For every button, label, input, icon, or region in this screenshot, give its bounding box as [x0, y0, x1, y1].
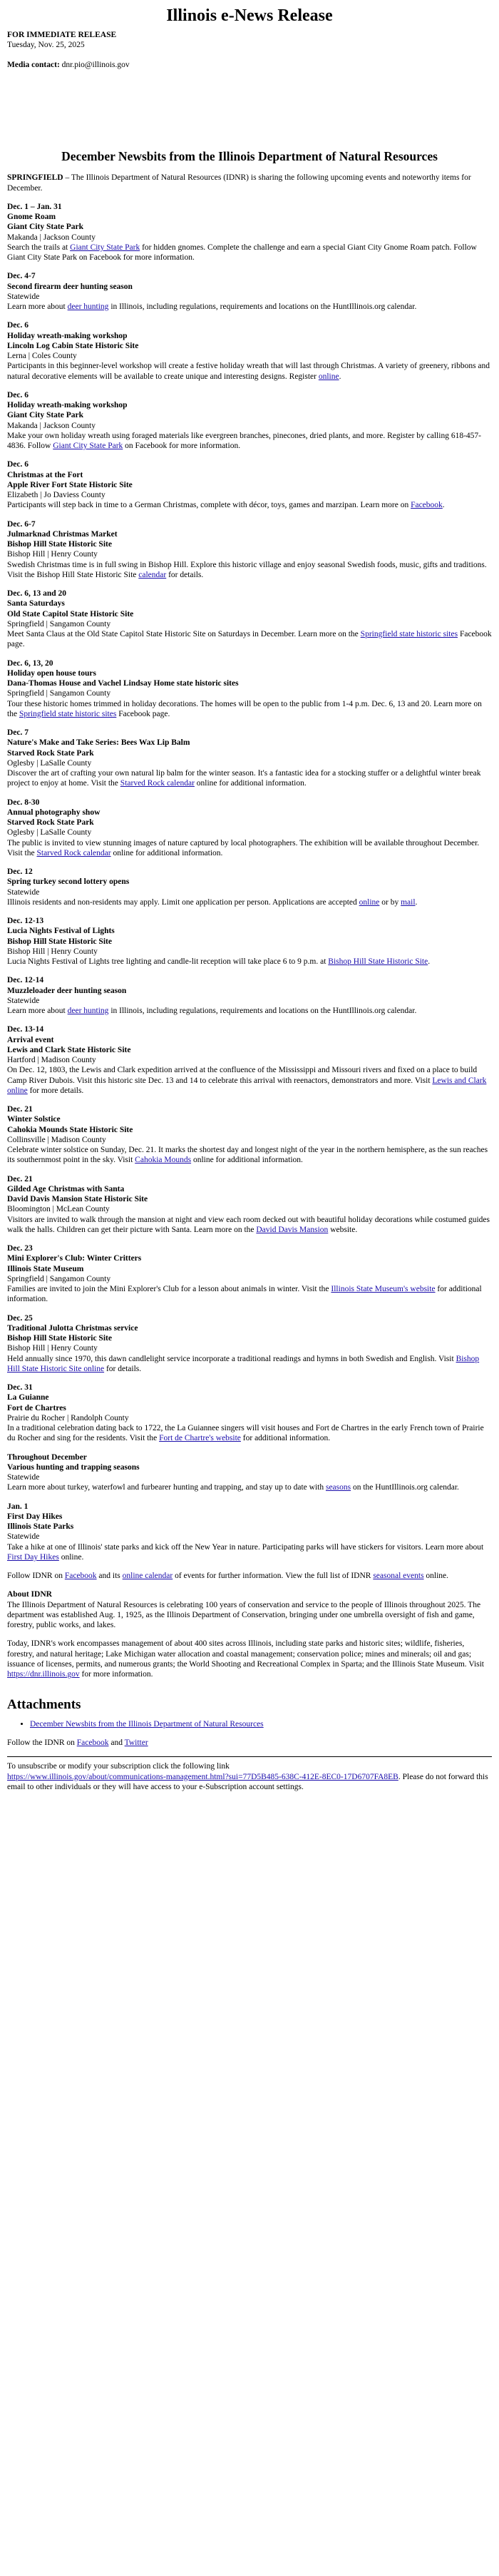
event-item — [7, 1024, 492, 1096]
event-title: Traditional Julotta Christmas service — [7, 1323, 138, 1333]
event-title: Mini Explorer's Club: Winter Critters — [7, 1254, 142, 1263]
release-label: FOR IMMEDIATE RELEASE — [7, 30, 117, 39]
event-dates: Dec. 21 — [7, 1174, 33, 1183]
event-description — [7, 957, 430, 966]
event-site: Illinois State Parks — [7, 1522, 74, 1532]
text-segment: On Dec. 12, 1803, the Lewis and Clark expedition arrived at the confluence of the Mississippi and Missouri rivers and fixed on a place to build Camp River Dubois. Visit this historic site Dec. 13 and 14 to celebrate this arrival with reenactors, demonstrators and more. Visit — [7, 1066, 478, 1085]
event-description — [7, 1285, 482, 1303]
event-item — [7, 1174, 492, 1236]
text-segment: Celebrate winter solstice on Sunday, Dec. 21. It marks the shortest day and longest night of the year in the northern hemisphere, as the sun reaches its southernmost point in the sky. Visit — [7, 1146, 488, 1165]
text-segment: . — [442, 501, 445, 510]
text-segment: Tour these historic homes trimmed in holiday decorations. The homes will be open to the public from 1-4 p.m. Dec. 6, 13 and 20. Learn more on the — [7, 699, 482, 718]
event-dates: Dec. 4-7 — [7, 272, 36, 281]
event-site: Lincoln Log Cabin State Historic Site — [7, 341, 139, 350]
text-segment: Make your own holiday wreath using foraged materials like evergreen branches, pinecones, dried plants, and more. Register by calling 618-457-4836. Follow — [7, 431, 481, 451]
event-item — [7, 271, 492, 312]
intro-text: – The Illinois Department of Natural Resources (IDNR) is sharing the following upcoming events and noteworthy items for December. — [7, 173, 471, 193]
event-site: Bishop Hill State Historic Site — [7, 1334, 112, 1343]
event-description — [7, 362, 490, 380]
text-segment: Held annually since 1970, this dawn candlelight service incorporate a traditional readings and hymns in both Swedish and English. Visit — [7, 1354, 456, 1363]
event-link[interactable]: Bishop Hill State Historic Site online — [7, 1354, 480, 1373]
event-link[interactable]: Illinois State Museum's website — [331, 1285, 436, 1294]
event-location: Bishop Hill | Henry County — [7, 550, 98, 559]
text-segment: Follow the IDNR on — [7, 1738, 77, 1748]
text-segment: Visitors are invited to walk through the mansion at night and view each room decked out with beautiful holiday decorations while costumed guides walk the halls. Children can get their picture with Santa. Learn more on the — [7, 1215, 490, 1234]
event-location: Prairie du Rocher | Randolph County — [7, 1413, 129, 1422]
event-title: Muzzleloader deer hunting season — [7, 986, 127, 995]
event-item — [7, 798, 492, 859]
event-site: Lewis and Clark State Historic Site — [7, 1045, 131, 1054]
event-link[interactable]: calendar — [138, 570, 167, 579]
event-location: Statewide — [7, 1532, 40, 1542]
event-location: Statewide — [7, 887, 40, 897]
event-location: Makanda | Jackson County — [7, 233, 96, 242]
text-segment: and its — [96, 1572, 123, 1581]
attachments-list — [7, 1719, 492, 1729]
event-item — [7, 589, 492, 650]
event-site: Dana-Thomas House and Vachel Lindsay Home state historic sites — [7, 679, 239, 688]
event-location: Springfield | Sangamon County — [7, 689, 111, 698]
event-item — [7, 202, 492, 263]
event-location: Oglesby | LaSalle County — [7, 758, 92, 768]
event-description — [7, 1216, 490, 1234]
text-segment: Participants in this beginner-level workshop will create a festive holiday wreath that will last through Christmas. A variety of greenery, ribbons and natural decorative elements will be available to create unique and interesting designs. Register — [7, 362, 490, 381]
event-dates: Dec. 23 — [7, 1244, 33, 1253]
event-location: Statewide — [7, 1473, 40, 1482]
event-link[interactable]: seasons — [325, 1483, 351, 1492]
text-segment: . — [415, 897, 418, 907]
event-dates: Dec. 31 — [7, 1383, 33, 1393]
event-dates: Dec. 6, 13 and 20 — [7, 589, 67, 599]
text-segment: online. — [423, 1572, 449, 1581]
event-description — [7, 432, 481, 450]
event-item — [7, 728, 492, 789]
event-link[interactable]: deer hunting — [67, 302, 109, 312]
text-segment: Search the trails at — [7, 243, 71, 252]
text-segment: Swedish Christmas time is in full swing in Bishop Hill. Explore this historic village and enjoy seasonal Swedish foods, music, gifts and traditions. Visit the Bishop Hill State Historic Site — [7, 560, 487, 579]
about-heading: About IDNR — [7, 1590, 52, 1599]
social-link[interactable]: Facebook — [76, 1738, 109, 1748]
event-link[interactable]: David Davis Mansion — [256, 1225, 329, 1234]
event-title: First Day Hikes — [7, 1512, 63, 1521]
website-link[interactable]: https://dnr.illinois.gov — [7, 1670, 80, 1679]
media-contact — [7, 60, 492, 70]
text-segment: Learn more about — [7, 302, 68, 312]
social-paragraph — [7, 1738, 492, 1748]
unsubscribe-footer — [7, 1761, 492, 1792]
event-item — [7, 1104, 492, 1166]
text-segment: Discover the art of crafting your own natural lip balm for the winter season. It's a fantastic idea for a stocking stuffer or a delightful winter break project to enjoy at home. Visit the — [7, 769, 481, 788]
about-paragraph-2 — [7, 1639, 492, 1679]
event-description — [7, 700, 482, 718]
attachment-item — [30, 1719, 492, 1729]
text-segment: . — [339, 372, 341, 381]
event-location: Hartford | Madison County — [7, 1056, 96, 1065]
text-segment: Follow IDNR on — [7, 1572, 65, 1581]
event-location: Bishop Hill | Henry County — [7, 947, 98, 956]
event-link[interactable]: Cahokia Mounds — [135, 1156, 192, 1165]
event-title: Holiday wreath-making workshop — [7, 401, 128, 410]
event-location: Springfield | Sangamon County — [7, 1274, 111, 1283]
event-site: Cahokia Mounds State Historic Site — [7, 1125, 133, 1134]
event-item — [7, 1313, 492, 1375]
event-link[interactable]: Giant City State Park — [53, 442, 123, 451]
text-segment: on Facebook for more information. — [123, 442, 241, 451]
event-item — [7, 975, 492, 1016]
event-location: Springfield | Sangamon County — [7, 619, 111, 628]
event-site: Fort de Chartres — [7, 1403, 66, 1412]
text-segment: Participants will step back in time to a German Christmas, complete with décor, toys, games and marzipan. Learn more on — [7, 501, 411, 510]
event-dates: Dec. 12 — [7, 867, 33, 877]
release-page — [0, 6, 499, 1792]
release-date: Tuesday, Nov. 25, 2025 — [7, 41, 85, 49]
event-item — [7, 1243, 492, 1305]
text-segment: for more information. — [79, 1670, 153, 1679]
event-title: Holiday open house tours — [7, 668, 96, 678]
event-title: Winter Solstice — [7, 1115, 61, 1124]
attachment-link[interactable]: December Newsbits from the Illinois Department of Natural Resources — [30, 1719, 264, 1729]
event-description — [7, 839, 479, 857]
event-site: Starved Rock State Park — [7, 818, 94, 828]
media-contact-label: Media contact: — [7, 61, 60, 70]
event-location: Collinsville | Madison County — [7, 1135, 106, 1144]
event-description — [7, 243, 477, 262]
event-link[interactable]: Springfield state historic sites — [360, 630, 458, 639]
text-segment: online for additional information. — [110, 848, 223, 857]
event-item — [7, 658, 492, 720]
text-segment: Illinois residents and non-residents may apply. Limit one application per person. Applications are accepted — [7, 897, 359, 907]
event-site: Apple River Fort State Historic Site — [7, 480, 133, 489]
event-item — [7, 1452, 492, 1493]
event-item — [7, 1502, 492, 1563]
text-segment: . — [428, 957, 431, 967]
event-dates: Dec. 12-14 — [7, 976, 44, 985]
event-site: David Davis Mansion State Historic Site — [7, 1195, 148, 1204]
follow-link[interactable]: online calendar — [122, 1572, 173, 1581]
text-segment: online for additional information. — [194, 779, 307, 788]
event-link[interactable]: Starved Rock calendar — [120, 779, 195, 788]
text-segment: of events for further information. View the full list of IDNR — [173, 1572, 374, 1581]
text-segment: for more details. — [27, 1086, 84, 1095]
event-title: Second firearm deer hunting season — [7, 282, 133, 291]
text-segment: and — [108, 1738, 125, 1748]
event-item — [7, 390, 492, 452]
text-segment: for additional information. — [7, 1285, 482, 1304]
event-link[interactable]: mail — [401, 897, 416, 907]
event-description — [7, 630, 492, 648]
follow-paragraph — [7, 1571, 492, 1581]
event-dates: Dec. 21 — [7, 1105, 33, 1114]
event-title: Lucia Nights Festival of Lights — [7, 927, 115, 936]
event-link[interactable]: Starved Rock calendar — [36, 848, 111, 857]
media-contact-email: dnr.pio@illinois.gov — [61, 61, 130, 70]
text-segment: Learn more about — [7, 1007, 68, 1016]
event-title: Santa Saturdays — [7, 599, 65, 609]
release-headline: December Newsbits from the Illinois Department of Natural Resources — [61, 148, 438, 163]
follow-link[interactable]: Facebook — [64, 1572, 97, 1581]
text-segment: on the HuntIllinois.org calendar. — [351, 1483, 459, 1492]
event-link[interactable]: Facebook — [411, 501, 443, 510]
event-location: Oglesby | LaSalle County — [7, 828, 92, 838]
event-title: Christmas at the Fort — [7, 470, 83, 479]
footer-divider — [7, 1756, 492, 1757]
about-paragraph-1 — [7, 1589, 492, 1630]
event-description — [7, 1483, 459, 1492]
event-title: La Guianne — [7, 1393, 49, 1402]
text-segment: Meet Santa Claus at the Old State Capitol State Historic Site on Saturdays in December. Learn more on the — [7, 630, 361, 639]
social-link[interactable]: Twitter — [124, 1738, 148, 1748]
event-description — [7, 1543, 483, 1562]
event-dates: Dec. 1 – Jan. 31 — [7, 202, 62, 211]
event-link[interactable]: Lewis and Clark online — [7, 1076, 487, 1095]
event-description — [7, 302, 416, 311]
event-dates: Dec. 7 — [7, 728, 29, 738]
event-dates: Dec. 6, 13, 20 — [7, 658, 53, 668]
event-location: Statewide — [7, 292, 40, 301]
text-segment: website. — [328, 1225, 358, 1234]
event-description — [7, 769, 480, 788]
event-location: Bloomington | McLean County — [7, 1205, 110, 1214]
page-title: Illinois e-News Release — [166, 6, 333, 25]
event-site: Giant City State Park — [7, 411, 84, 420]
unsubscribe-note: . Please do not forward this email to other individuals or they will have access to your e-Subscription account settings. — [7, 1772, 488, 1791]
event-description — [7, 1355, 479, 1373]
follow-link[interactable]: seasonal events — [373, 1572, 424, 1581]
unsubscribe-text: To unsubscribe or modify your subscription click the following link — [7, 1762, 230, 1771]
event-site: Bishop Hill State Historic Site — [7, 937, 112, 946]
text-segment: online. — [58, 1552, 84, 1562]
text-segment: for hidden gnomes. Complete the challenge and earn a special Giant City Gnome Roam patch. Follow Giant City State Park on Facebook for more information. — [7, 243, 477, 263]
events-list — [7, 202, 492, 1562]
event-dates: Dec. 25 — [7, 1313, 33, 1323]
unsubscribe-link[interactable]: https://www.illinois.gov/about/communications-management.html?sui=77D5B485-638C-412E-8EC0-17D6707FA8EB — [7, 1772, 398, 1781]
event-description — [7, 898, 417, 907]
attachments-heading: Attachments — [7, 1697, 81, 1713]
event-site: Bishop Hill State Historic Site — [7, 540, 112, 549]
event-site: Giant City State Park — [7, 223, 84, 232]
event-site: Starved Rock State Park — [7, 748, 94, 758]
event-title: Spring turkey second lottery opens — [7, 877, 130, 887]
event-site: Old State Capitol State Historic Site — [7, 609, 134, 618]
event-item — [7, 519, 492, 581]
event-dates: Throughout December — [7, 1452, 87, 1462]
text-segment: Take a hike at one of Illinois' state parks and kick off the New Year in nature. Participating parks will have stickers for visitors. Learn more about — [7, 1542, 484, 1552]
event-dates: Dec. 6 — [7, 390, 29, 399]
event-title: Gilded Age Christmas with Santa — [7, 1184, 125, 1193]
event-description — [7, 1007, 416, 1015]
event-dates: Dec. 8-30 — [7, 798, 40, 807]
event-title: Various hunting and trapping seasons — [7, 1462, 140, 1472]
text-segment: Today, IDNR's work encompasses management of about 400 sites across Illinois, including state parks and historic sites; wildlife, fisheries, forestry, and natural heritage; Lake Michigan water allocation and coastal management; conservation police; mines and minerals; oil and gas; issuance of licenses, permits, and numerous grants; the World Shooting and Recreational Complex in Sparta; and the Illinois State Museum. Visit — [7, 1639, 484, 1669]
text-segment: in Illinois, including regulations, requirements and locations on the HuntIllinois.org calendar. — [108, 302, 417, 312]
event-description — [7, 1066, 486, 1095]
text-segment: for additional information. — [240, 1434, 331, 1443]
text-segment: Facebook page. — [116, 709, 170, 718]
event-link[interactable]: Fort de Chartre's website — [159, 1434, 241, 1443]
intro-paragraph — [7, 173, 492, 193]
event-title: Annual photography show — [7, 808, 101, 817]
text-segment: Facebook page. — [7, 630, 492, 649]
text-segment: Learn more about turkey, waterfowl and furbearer hunting and trapping, and stay up to date with — [7, 1483, 326, 1492]
event-description — [7, 501, 445, 509]
event-title: Gnome Roam — [7, 213, 56, 222]
text-segment: Lucia Nights Festival of Lights tree lighting and candle-lit reception will take place 6 to 9 p.m. at — [7, 957, 329, 967]
text-segment: or by — [379, 897, 401, 907]
event-item — [7, 867, 492, 907]
event-link[interactable]: online — [318, 372, 339, 381]
event-description — [7, 561, 487, 579]
event-item — [7, 320, 492, 382]
event-location: Lerna | Coles County — [7, 352, 77, 361]
event-location: Elizabeth | Jo Daviess County — [7, 491, 106, 500]
event-dates: Dec. 12-13 — [7, 917, 44, 926]
event-dates: Dec. 13-14 — [7, 1025, 44, 1034]
text-segment: for details. — [166, 570, 204, 579]
event-title: Julmarknad Christmas Market — [7, 529, 118, 539]
event-site: Illinois State Museum — [7, 1264, 84, 1273]
event-description — [7, 1424, 484, 1442]
text-segment: for details. — [104, 1364, 142, 1373]
event-title: Nature's Make and Take Series: Bees Wax Lip Balm — [7, 738, 190, 748]
event-link[interactable]: First Day Hikes — [7, 1552, 59, 1562]
text-segment: in Illinois, including regulations, requirements and locations on the HuntIllinois.org calendar. — [108, 1007, 417, 1016]
event-dates: Dec. 6-7 — [7, 519, 36, 529]
event-link[interactable]: Bishop Hill State Historic Site — [328, 957, 428, 967]
event-item — [7, 1383, 492, 1444]
event-dates: Jan. 1 — [7, 1502, 29, 1511]
event-link[interactable]: Springfield state historic sites — [19, 709, 117, 718]
text-segment: online for additional information. — [191, 1156, 303, 1165]
event-dates: Dec. 6 — [7, 321, 29, 330]
text-segment: In a traditional celebration dating back to 1722, the La Guiannee singers will visit houses and Fort de Chartres in the early French town of Prairie du Rocher and sing for the residents. Visit the — [7, 1424, 484, 1443]
event-item — [7, 459, 492, 510]
about-text-1: The Illinois Department of Natural Resources is celebrating 100 years of conservation and service to the people of Illinois throughout 2025. The department was established Aug. 1, 1925, as the Illinois Department of Conservation, bringing under one umbrella oversight of fish and game, forestry, public works, and lakes. — [7, 1600, 481, 1630]
text-segment: Families are invited to join the Mini Explorer's Club for a lesson about animals in winter. Visit the — [7, 1285, 331, 1294]
dateline: SPRINGFIELD — [7, 173, 63, 183]
event-location: Makanda | Jackson County — [7, 421, 96, 430]
event-location: Statewide — [7, 996, 40, 1005]
event-dates: Dec. 6 — [7, 460, 29, 469]
event-location: Bishop Hill | Henry County — [7, 1344, 98, 1353]
event-link[interactable]: Giant City State Park — [70, 243, 140, 252]
event-title: Holiday wreath-making workshop — [7, 331, 128, 340]
event-link[interactable]: deer hunting — [67, 1007, 109, 1016]
event-link[interactable]: online — [359, 897, 380, 907]
text-segment: The public is invited to view stunning images of nature captured by local photographers. The exhibition will be available throughout December. Visit the — [7, 838, 480, 857]
event-title: Arrival event — [7, 1035, 54, 1044]
event-item — [7, 916, 492, 967]
event-description — [7, 1146, 488, 1164]
